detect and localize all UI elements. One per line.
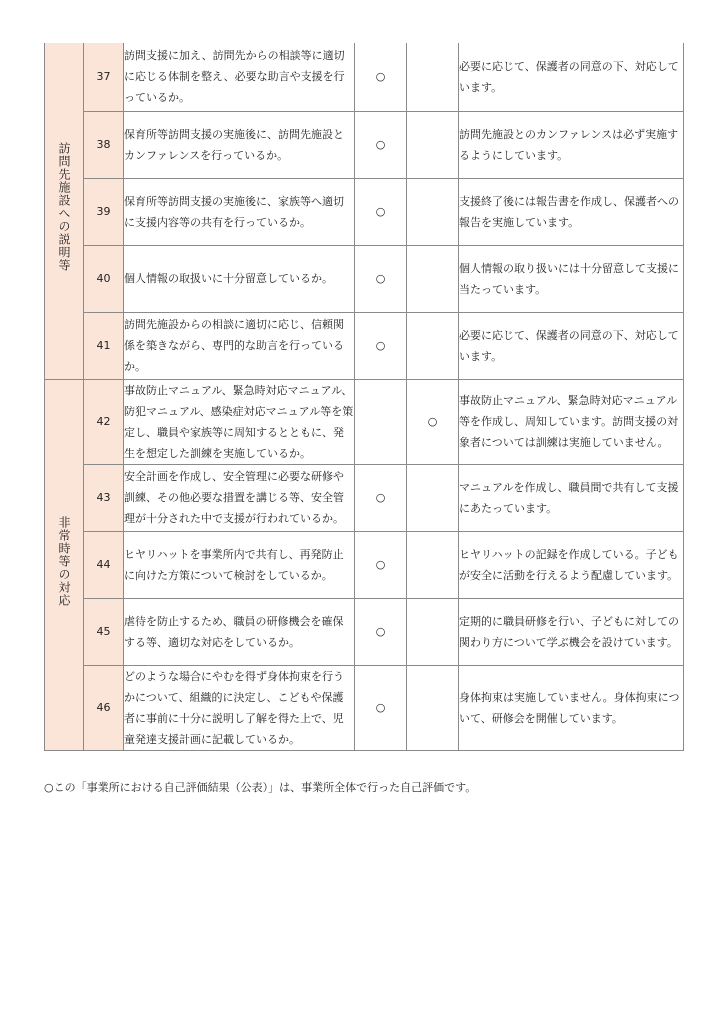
footnote: ○この「事業所における自己評価結果（公表）」は、事業所全体で行った自己評価です。 [44, 781, 477, 794]
no-mark [407, 464, 459, 531]
no-mark [407, 178, 459, 245]
no-mark [407, 43, 459, 111]
comment-text: 訪問先施設とのカンファレンスは必ず実施するようにしています。 [459, 111, 684, 178]
yes-mark: ○ [355, 312, 407, 379]
question-text: 安全計画を作成し、安全管理に必要な研修や訓練、その他必要な措置を講じる等、安全管理が十分された中で支援が行われているか。 [124, 464, 355, 531]
category-visit: 訪問先施設への説明等 [45, 43, 84, 379]
table-row [45, 43, 684, 111]
table-row [45, 245, 684, 312]
table-row [45, 464, 684, 531]
table-row [45, 531, 684, 598]
item-number: 43 [84, 464, 124, 531]
yes-mark: ○ [355, 43, 407, 111]
question-text: 虐待を防止するため、職員の研修機会を確保する等、適切な対応をしているか。 [124, 598, 355, 665]
question-text: どのような場合にやむを得ず身体拘束を行うかについて、組織的に決定し、こどもや保護者に事前に十分に説明し了解を得た上で、児童発達支援計画に記載しているか。 [124, 665, 355, 750]
table-row [45, 665, 684, 750]
item-number: 37 [84, 43, 124, 111]
yes-mark: ○ [355, 464, 407, 531]
question-text: 保育所等訪問支援の実施後に、家族等へ適切に支援内容等の共有を行っているか。 [124, 178, 355, 245]
item-number: 39 [84, 178, 124, 245]
no-mark [407, 598, 459, 665]
table-row [45, 598, 684, 665]
comment-text: 身体拘束は実施していません。身体拘束について、研修会を開催しています。 [459, 665, 684, 750]
no-mark [407, 111, 459, 178]
question-text: 保育所等訪問支援の実施後に、訪問先施設とカンファレンスを行っているか。 [124, 111, 355, 178]
yes-mark: ○ [355, 598, 407, 665]
no-mark: ○ [407, 379, 459, 464]
yes-mark [355, 379, 407, 464]
self-evaluation-table [44, 43, 684, 751]
item-number: 46 [84, 665, 124, 750]
table-row [45, 379, 684, 464]
item-number: 40 [84, 245, 124, 312]
comment-text: 必要に応じて、保護者の同意の下、対応しています。 [459, 43, 684, 111]
comment-text: 必要に応じて、保護者の同意の下、対応しています。 [459, 312, 684, 379]
comment-text: 個人情報の取り扱いには十分留意して支援に当たっています。 [459, 245, 684, 312]
yes-mark: ○ [355, 531, 407, 598]
item-number: 45 [84, 598, 124, 665]
question-text: ヒヤリハットを事業所内で共有し、再発防止に向けた方策について検討をしているか。 [124, 531, 355, 598]
item-number: 41 [84, 312, 124, 379]
yes-mark: ○ [355, 665, 407, 750]
no-mark [407, 312, 459, 379]
question-text: 訪問先施設からの相談に適切に応じ、信頼関係を築きながら、専門的な助言を行っているか。 [124, 312, 355, 379]
yes-mark: ○ [355, 111, 407, 178]
item-number: 44 [84, 531, 124, 598]
item-number: 42 [84, 379, 124, 464]
table-row [45, 111, 684, 178]
yes-mark: ○ [355, 178, 407, 245]
no-mark [407, 245, 459, 312]
comment-text: ヒヤリハットの記録を作成している。子どもが安全に活動を行えるよう配慮しています。 [459, 531, 684, 598]
question-text: 事故防止マニュアル、緊急時対応マニュアル、防犯マニュアル、感染症対応マニュアル等を策定し、職員や家族等に周知するとともに、発生を想定した訓練を実施しているか。 [124, 379, 355, 464]
comment-text: マニュアルを作成し、職員間で共有して支援にあたっています。 [459, 464, 684, 531]
comment-text: 事故防止マニュアル、緊急時対応マニュアル等を作成し、周知しています。訪問支援の対象者については訓練は実施していません。 [459, 379, 684, 464]
no-mark [407, 665, 459, 750]
no-mark [407, 531, 459, 598]
category-emergency: 非常時等の対応 [45, 379, 84, 750]
item-number: 38 [84, 111, 124, 178]
question-text: 個人情報の取扱いに十分留意しているか。 [124, 245, 355, 312]
table-row [45, 178, 684, 245]
yes-mark: ○ [355, 245, 407, 312]
table-row [45, 312, 684, 379]
comment-text: 支援終了後には報告書を作成し、保護者への報告を実施しています。 [459, 178, 684, 245]
question-text: 訪問支援に加え、訪問先からの相談等に適切に応じる体制を整え、必要な助言や支援を行っているか。 [124, 43, 355, 111]
comment-text: 定期的に職員研修を行い、子どもに対しての関わり方について学ぶ機会を設けています。 [459, 598, 684, 665]
